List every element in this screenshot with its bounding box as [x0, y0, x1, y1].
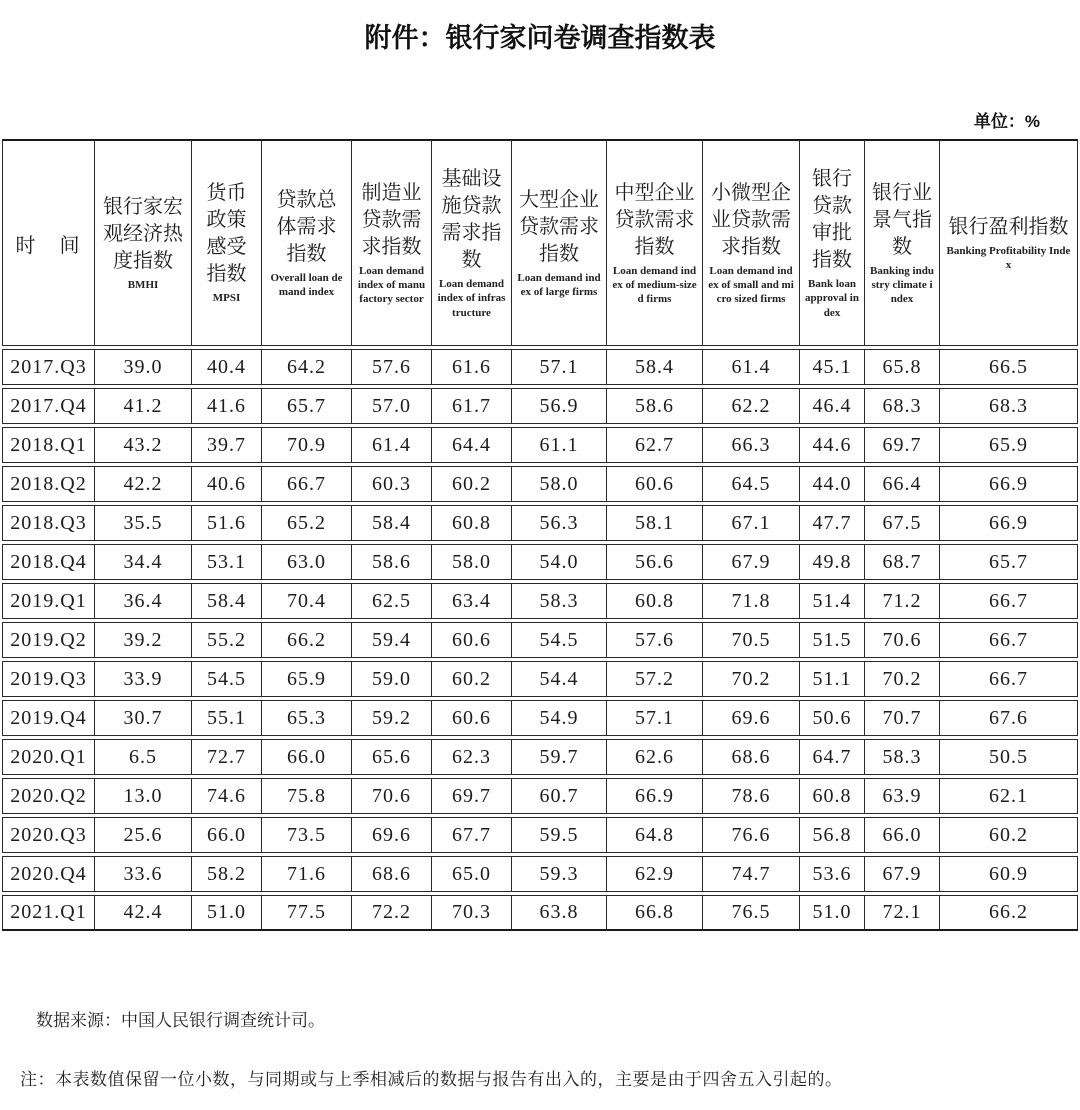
table-row [2, 544, 1078, 580]
value-cell: 47.7 [800, 505, 865, 541]
period-cell: 2020.Q4 [2, 856, 95, 892]
value-cell: 60.8 [800, 778, 865, 814]
table-row [2, 583, 1078, 619]
column-header-zh: 中型企业贷款需求指数 [614, 181, 695, 258]
value-cell: 69.6 [703, 700, 800, 736]
value-cell: 39.7 [192, 427, 262, 463]
value-cell: 64.5 [703, 466, 800, 502]
value-cell: 60.8 [607, 583, 703, 619]
value-cell: 69.6 [352, 817, 432, 853]
value-cell: 64.2 [262, 349, 352, 385]
value-cell: 74.7 [703, 856, 800, 892]
value-cell: 60.3 [352, 466, 432, 502]
value-cell: 67.9 [703, 544, 800, 580]
value-cell: 72.2 [352, 895, 432, 931]
value-cell: 42.4 [95, 895, 192, 931]
value-cell: 57.6 [607, 622, 703, 658]
value-cell: 58.1 [607, 505, 703, 541]
column-header [95, 139, 192, 346]
period-cell: 2020.Q1 [2, 739, 95, 775]
value-cell: 62.9 [607, 856, 703, 892]
value-cell: 65.9 [940, 427, 1078, 463]
value-cell: 60.6 [432, 622, 512, 658]
value-cell: 67.1 [703, 505, 800, 541]
column-header-en: MPSI [212, 292, 241, 305]
value-cell: 68.6 [352, 856, 432, 892]
table-row [2, 622, 1078, 658]
value-cell: 70.2 [703, 661, 800, 697]
value-cell: 72.7 [192, 739, 262, 775]
value-cell: 51.4 [800, 583, 865, 619]
value-cell: 58.4 [352, 505, 432, 541]
value-cell: 55.2 [192, 622, 262, 658]
value-cell: 57.1 [607, 700, 703, 736]
period-cell: 2019.Q3 [2, 661, 95, 697]
column-header [703, 139, 800, 346]
value-cell: 61.1 [512, 427, 607, 463]
table-row [2, 895, 1078, 931]
value-cell: 66.0 [192, 817, 262, 853]
value-cell: 60.2 [940, 817, 1078, 853]
value-cell: 68.3 [940, 388, 1078, 424]
value-cell: 57.2 [607, 661, 703, 697]
value-cell: 63.4 [432, 583, 512, 619]
column-header-zh: 银行盈利指数 [948, 215, 1069, 238]
column-header-en: Loan demand index of medium-sized firms [612, 264, 697, 306]
value-cell: 36.4 [95, 583, 192, 619]
value-cell: 70.2 [865, 661, 940, 697]
table-row [2, 427, 1078, 463]
value-cell: 59.0 [352, 661, 432, 697]
column-header [607, 139, 703, 346]
value-cell: 42.2 [95, 466, 192, 502]
value-cell: 63.9 [865, 778, 940, 814]
column-header-zh: 银行业景气指数 [872, 181, 932, 258]
value-cell: 66.7 [262, 466, 352, 502]
value-cell: 58.3 [865, 739, 940, 775]
value-cell: 59.7 [512, 739, 607, 775]
value-cell: 66.7 [940, 622, 1078, 658]
value-cell: 65.6 [352, 739, 432, 775]
table-row [2, 778, 1078, 814]
value-cell: 66.7 [940, 661, 1078, 697]
value-cell: 71.6 [262, 856, 352, 892]
column-header-en: Overall loan demand index [270, 271, 343, 298]
value-cell: 60.8 [432, 505, 512, 541]
value-cell: 57.1 [512, 349, 607, 385]
value-cell: 68.3 [865, 388, 940, 424]
value-cell: 67.9 [865, 856, 940, 892]
period-cell: 2018.Q2 [2, 466, 95, 502]
value-cell: 56.6 [607, 544, 703, 580]
column-header-en: Loan demand index of large firms [517, 271, 601, 298]
column-header-en: Bank loan approval index [805, 278, 859, 319]
data-source-note: 数据来源：中国人民银行调查统计司。 [36, 1011, 325, 1030]
value-cell: 43.2 [95, 427, 192, 463]
value-cell: 58.6 [352, 544, 432, 580]
value-cell: 35.5 [95, 505, 192, 541]
table-row [2, 349, 1078, 385]
value-cell: 61.4 [352, 427, 432, 463]
value-cell: 50.5 [940, 739, 1078, 775]
column-header [262, 139, 352, 346]
column-header-en: Banking industry climate index [870, 264, 934, 306]
value-cell: 60.2 [432, 466, 512, 502]
value-cell: 70.4 [262, 583, 352, 619]
column-header [940, 139, 1078, 346]
table-row [2, 466, 1078, 502]
column-header-en: Loan demand index of manufactory sector [357, 264, 426, 306]
value-cell: 34.4 [95, 544, 192, 580]
value-cell: 67.7 [432, 817, 512, 853]
value-cell: 41.6 [192, 388, 262, 424]
value-cell: 60.9 [940, 856, 1078, 892]
value-cell: 70.6 [352, 778, 432, 814]
value-cell: 69.7 [865, 427, 940, 463]
value-cell: 70.7 [865, 700, 940, 736]
column-header [192, 139, 262, 346]
value-cell: 64.4 [432, 427, 512, 463]
column-header-zh: 货币政策感受指数 [206, 182, 247, 286]
period-cell: 2020.Q2 [2, 778, 95, 814]
column-header-zh: 贷款总体需求指数 [276, 188, 337, 265]
value-cell: 56.9 [512, 388, 607, 424]
value-cell: 41.2 [95, 388, 192, 424]
column-header [432, 139, 512, 346]
value-cell: 60.6 [432, 700, 512, 736]
value-cell: 75.8 [262, 778, 352, 814]
value-cell: 56.8 [800, 817, 865, 853]
period-cell: 2019.Q1 [2, 583, 95, 619]
value-cell: 70.3 [432, 895, 512, 931]
value-cell: 77.5 [262, 895, 352, 931]
value-cell: 78.6 [703, 778, 800, 814]
value-cell: 62.7 [607, 427, 703, 463]
value-cell: 65.3 [262, 700, 352, 736]
value-cell: 65.2 [262, 505, 352, 541]
value-cell: 51.0 [800, 895, 865, 931]
column-header-zh: 银行家宏观经济热度指数 [103, 195, 183, 272]
time-column-header: 时 间 [2, 139, 95, 346]
value-cell: 68.6 [703, 739, 800, 775]
value-cell: 50.6 [800, 700, 865, 736]
rounding-note: 注：本表数值保留一位小数，与同期或与上季相减后的数据与报告有出入的，主要是由于四舍五入引起的。 [20, 1070, 843, 1089]
value-cell: 33.9 [95, 661, 192, 697]
value-cell: 65.0 [432, 856, 512, 892]
value-cell: 45.1 [800, 349, 865, 385]
value-cell: 58.2 [192, 856, 262, 892]
value-cell: 59.2 [352, 700, 432, 736]
value-cell: 62.6 [607, 739, 703, 775]
unit-label: 单位：% [973, 112, 1040, 131]
value-cell: 66.3 [703, 427, 800, 463]
value-cell: 65.7 [262, 388, 352, 424]
value-cell: 54.5 [192, 661, 262, 697]
value-cell: 74.6 [192, 778, 262, 814]
value-cell: 62.3 [432, 739, 512, 775]
value-cell: 46.4 [800, 388, 865, 424]
column-header-zh: 银行贷款审批指数 [812, 168, 852, 272]
table-row [2, 661, 1078, 697]
column-header [352, 139, 432, 346]
value-cell: 59.5 [512, 817, 607, 853]
value-cell: 51.6 [192, 505, 262, 541]
value-cell: 58.4 [607, 349, 703, 385]
table-row [2, 856, 1078, 892]
page-title: 附件：银行家问卷调查指数表 [364, 23, 716, 53]
value-cell: 60.7 [512, 778, 607, 814]
value-cell: 58.0 [512, 466, 607, 502]
column-header-en: Banking Profitability Index [946, 244, 1071, 271]
value-cell: 60.6 [607, 466, 703, 502]
value-cell: 33.6 [95, 856, 192, 892]
period-cell: 2021.Q1 [2, 895, 95, 931]
value-cell: 62.5 [352, 583, 432, 619]
value-cell: 66.7 [940, 583, 1078, 619]
value-cell: 58.0 [432, 544, 512, 580]
value-cell: 53.1 [192, 544, 262, 580]
value-cell: 66.9 [607, 778, 703, 814]
column-header-zh: 小微型企业贷款需求指数 [711, 181, 791, 258]
value-cell: 70.5 [703, 622, 800, 658]
value-cell: 61.6 [432, 349, 512, 385]
value-cell: 66.2 [940, 895, 1078, 931]
value-cell: 67.6 [940, 700, 1078, 736]
value-cell: 65.9 [262, 661, 352, 697]
column-header-en: Loan demand index of infrastructure [437, 278, 506, 319]
value-cell: 66.8 [607, 895, 703, 931]
value-cell: 59.3 [512, 856, 607, 892]
header-row [2, 139, 1078, 346]
period-cell: 2018.Q4 [2, 544, 95, 580]
table-row [2, 505, 1078, 541]
value-cell: 58.4 [192, 583, 262, 619]
value-cell: 51.5 [800, 622, 865, 658]
value-cell: 62.1 [940, 778, 1078, 814]
value-cell: 58.3 [512, 583, 607, 619]
value-cell: 70.6 [865, 622, 940, 658]
column-header [865, 139, 940, 346]
value-cell: 72.1 [865, 895, 940, 931]
value-cell: 66.9 [940, 505, 1078, 541]
value-cell: 76.6 [703, 817, 800, 853]
value-cell: 66.4 [865, 466, 940, 502]
value-cell: 71.8 [703, 583, 800, 619]
value-cell: 71.2 [865, 583, 940, 619]
value-cell: 65.7 [940, 544, 1078, 580]
value-cell: 57.6 [352, 349, 432, 385]
value-cell: 64.7 [800, 739, 865, 775]
value-cell: 54.0 [512, 544, 607, 580]
footnotes [0, 1006, 1080, 1090]
value-cell: 40.6 [192, 466, 262, 502]
column-header [512, 139, 607, 346]
value-cell: 57.0 [352, 388, 432, 424]
period-cell: 2017.Q4 [2, 388, 95, 424]
value-cell: 70.9 [262, 427, 352, 463]
table-row [2, 700, 1078, 736]
column-header [800, 139, 865, 346]
value-cell: 55.1 [192, 700, 262, 736]
value-cell: 25.6 [95, 817, 192, 853]
value-cell: 54.5 [512, 622, 607, 658]
value-cell: 64.8 [607, 817, 703, 853]
value-cell: 63.0 [262, 544, 352, 580]
value-cell: 68.7 [865, 544, 940, 580]
value-cell: 66.2 [262, 622, 352, 658]
value-cell: 49.8 [800, 544, 865, 580]
value-cell: 62.2 [703, 388, 800, 424]
value-cell: 53.6 [800, 856, 865, 892]
table-row [2, 817, 1078, 853]
column-header-zh: 大型企业贷款需求指数 [519, 188, 599, 265]
value-cell: 66.0 [262, 739, 352, 775]
value-cell: 39.2 [95, 622, 192, 658]
value-cell: 39.0 [95, 349, 192, 385]
value-cell: 6.5 [95, 739, 192, 775]
value-cell: 66.9 [940, 466, 1078, 502]
value-cell: 76.5 [703, 895, 800, 931]
table-row [2, 388, 1078, 424]
value-cell: 54.4 [512, 661, 607, 697]
index-table [2, 136, 1078, 934]
value-cell: 59.4 [352, 622, 432, 658]
column-header-en: BMHI [127, 278, 159, 291]
value-cell: 69.7 [432, 778, 512, 814]
value-cell: 73.5 [262, 817, 352, 853]
value-cell: 61.4 [703, 349, 800, 385]
value-cell: 44.0 [800, 466, 865, 502]
period-cell: 2019.Q2 [2, 622, 95, 658]
value-cell: 54.9 [512, 700, 607, 736]
value-cell: 44.6 [800, 427, 865, 463]
table-body [2, 349, 1078, 931]
column-header-zh: 制造业贷款需求指数 [361, 181, 422, 258]
period-cell: 2017.Q3 [2, 349, 95, 385]
value-cell: 56.3 [512, 505, 607, 541]
value-cell: 60.2 [432, 661, 512, 697]
period-cell: 2018.Q3 [2, 505, 95, 541]
column-header-en: Loan demand index of small and micro sized firms [708, 264, 794, 306]
value-cell: 51.0 [192, 895, 262, 931]
value-cell: 66.5 [940, 349, 1078, 385]
period-cell: 2020.Q3 [2, 817, 95, 853]
value-cell: 67.5 [865, 505, 940, 541]
value-cell: 51.1 [800, 661, 865, 697]
period-cell: 2019.Q4 [2, 700, 95, 736]
period-cell: 2018.Q1 [2, 427, 95, 463]
value-cell: 65.8 [865, 349, 940, 385]
value-cell: 63.8 [512, 895, 607, 931]
value-cell: 30.7 [95, 700, 192, 736]
value-cell: 66.0 [865, 817, 940, 853]
value-cell: 13.0 [95, 778, 192, 814]
value-cell: 61.7 [432, 388, 512, 424]
table-row [2, 739, 1078, 775]
value-cell: 40.4 [192, 349, 262, 385]
table-header [2, 139, 1078, 346]
value-cell: 58.6 [607, 388, 703, 424]
column-header-zh: 基础设施贷款需求指数 [441, 168, 502, 272]
